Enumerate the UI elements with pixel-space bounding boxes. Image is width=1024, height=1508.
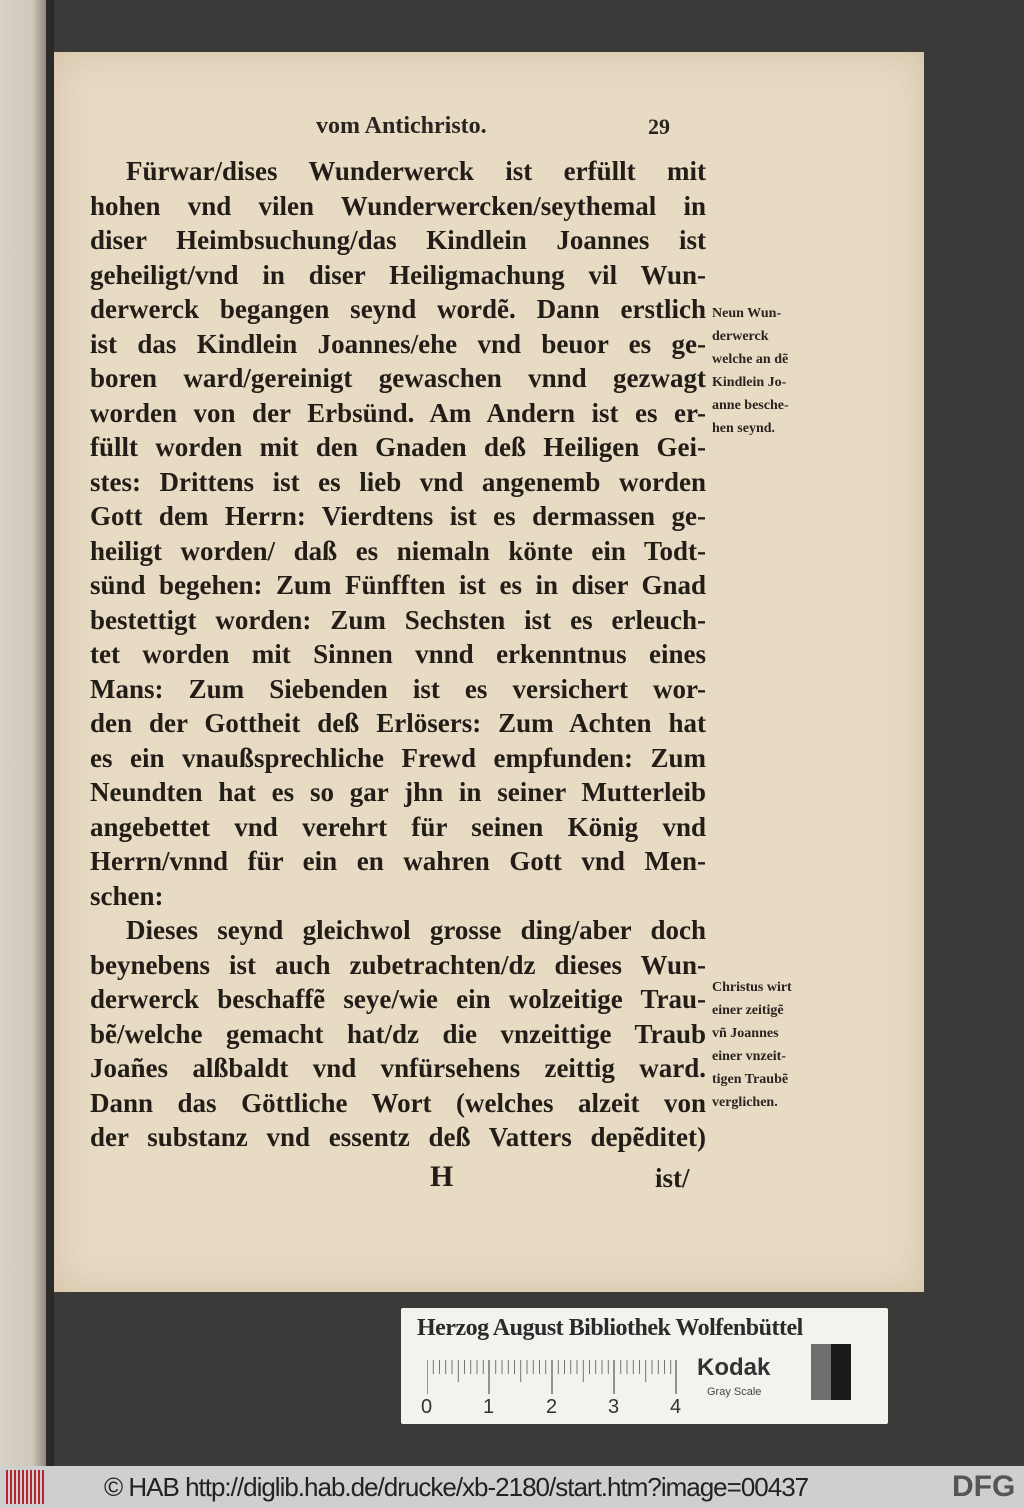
margin-note-line: Neun Wun-	[712, 306, 782, 321]
gray-patch	[811, 1344, 831, 1400]
running-head: vom Antichristo.	[316, 113, 487, 139]
catchword: ist/	[655, 1163, 690, 1193]
margin-note-1	[712, 302, 789, 440]
text-line: boren ward/gereinigt gewaschen vnnd gezwagt	[90, 363, 706, 393]
text-line: heiligt worden/ daß es niemaln könte ein Todt-	[90, 535, 706, 566]
text-line: derwerck begangen seynd wordẽ. Dann erstlich	[90, 294, 706, 324]
ruler-number: 1	[483, 1396, 495, 1418]
book-spine	[46, 0, 54, 1466]
margin-note-line: verglichen.	[712, 1095, 778, 1110]
text-line: derwerck beschaffẽ seye/wie ein wolzeitige Trau-	[90, 984, 706, 1014]
previous-page-edge	[0, 0, 46, 1466]
kodak-brand: Kodak	[697, 1354, 771, 1381]
text-line: füllt worden mit den Gnaden deß Heiligen Gei-	[90, 432, 706, 462]
text-line: sünd begehen: Zum Fünfften ist es in diser Gnad	[90, 570, 706, 600]
dfg-logo: DFG	[952, 1470, 1016, 1503]
text-line: den der Gottheit deß Erlösers: Zum Achten hat	[90, 708, 706, 738]
signature-mark: H	[430, 1160, 454, 1193]
text-line: angebettet vnd verehrt für seinen König vnd	[90, 811, 706, 842]
margin-note-line: welche an dẽ	[712, 352, 789, 367]
text-line: Herrn/vnnd für ein en wahren Gott vnd Men-	[90, 846, 706, 876]
margin-note-2	[712, 976, 792, 1114]
margin-note-line: derwerck	[712, 329, 769, 344]
margin-note-line: vñ Joannes	[712, 1026, 779, 1041]
text-line: schen:	[90, 880, 164, 911]
body-text	[90, 154, 706, 1155]
margin-note-line: tigen Traubẽ	[712, 1072, 789, 1087]
text-line: Dieses seynd gleichwol grosse ding/aber doch	[126, 915, 706, 945]
margin-note-line: einer vnzeit-	[712, 1049, 786, 1064]
text-line: diser Heimbsuchung/das Kindlein Joannes ist	[90, 225, 706, 255]
ruler-number: 4	[670, 1396, 682, 1418]
text-line: Joañes alßbaldt vnd vnfürsehens zeittig ward.	[90, 1053, 706, 1083]
text-line: ist das Kindlein Joannes/ehe vnd beuor es ge-	[90, 328, 706, 359]
footer-bar	[0, 1466, 1024, 1508]
margin-note-line: Christus wirt	[712, 980, 792, 995]
text-line: hohen vnd vilen Wunderwercken/seythemal in	[90, 190, 706, 221]
text-line: geheiligt/vnd in diser Heiligmachung vil Wun-	[90, 259, 706, 290]
text-line: tet worden mit Sinnen vnnd erkenntnus eines	[90, 639, 706, 669]
margin-note-line: hen seynd.	[712, 421, 776, 436]
text-line: es ein vnaußsprechliche Frewd empfunden: Zum	[90, 742, 706, 773]
copyright-url: © HAB http://diglib.hab.de/drucke/xb-2180/start.htm?image=00437	[104, 1472, 809, 1502]
hab-logo-icon	[6, 1470, 46, 1504]
library-name: Herzog August Bibliothek Wolfenbüttel	[417, 1315, 803, 1341]
ruler-icon	[427, 1360, 677, 1394]
text-line: bẽ/welche gemacht hat/dz die vnzeittige Traub	[90, 1018, 706, 1049]
text-line: stes: Drittens ist es lieb vnd angenemb worden	[90, 466, 706, 497]
text-line: Fürwar/dises Wunderwerck ist erfüllt mit	[126, 156, 706, 186]
text-line: der substanz vnd essentz deß Vatters depẽditet)	[90, 1122, 706, 1152]
ruler-number: 2	[546, 1396, 558, 1418]
text-line: Gott dem Herrn: Vierdtens ist es dermassen ge-	[90, 501, 706, 531]
text-line: Mans: Zum Siebenden ist es versichert wor-	[90, 673, 706, 704]
margin-note-line: Kindlein Jo-	[712, 375, 787, 390]
ruler-number: 0	[421, 1396, 433, 1418]
margin-note-line: anne beschе-	[712, 398, 789, 413]
page-number: 29	[648, 114, 670, 139]
text-line: Dann das Göttliche Wort (welches alzeit von	[90, 1087, 706, 1118]
black-patch	[831, 1344, 851, 1400]
ruler-number: 3	[608, 1396, 620, 1418]
gray-scale-caption: Gray Scale	[707, 1386, 762, 1398]
color-calibration-label	[401, 1308, 888, 1424]
text-line: bestettigt worden: Zum Sechsten ist es erleuch-	[90, 604, 706, 635]
margin-note-line: einer zeitigẽ	[712, 1003, 784, 1018]
text-line: Neundten hat es so gar jhn in seiner Mutterleib	[90, 777, 706, 807]
text-line: beynebens ist auch zubetrachten/dz dieses Wun-	[90, 949, 706, 980]
text-line: worden von der Erbsünd. Am Andern ist es er-	[90, 397, 706, 428]
